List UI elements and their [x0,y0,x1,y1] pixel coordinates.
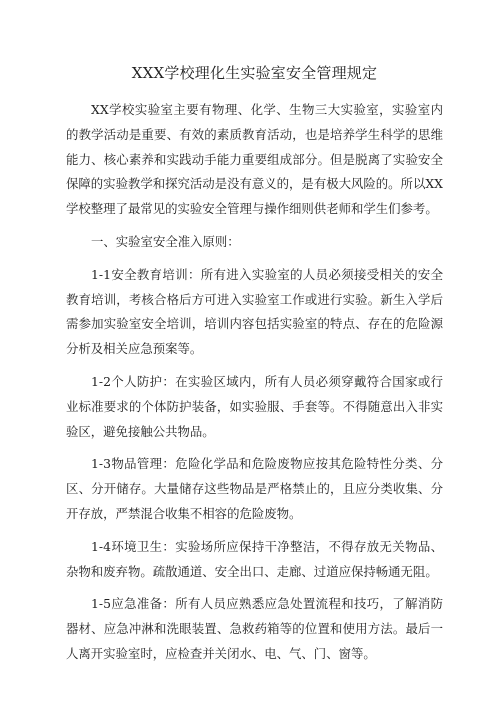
rule-item-1-2: 1-2个人防护：在实验区域内，所有人员必须穿戴符合国家或行业标准要求的个体防护装备，如实验服、手套等。不得随意出入非实验区，避免接触公共物品。 [66,373,443,439]
rule-item-1-1: 1-1安全教育培训：所有进入实验室的人员必须接受相关的安全教育培训，考核合格后方可进入实验室工作或进行实验。新生入学后需参加实验室安全培训，培训内容包括实验室的特点、存在的危险源分析及相关应急预案等。 [66,266,443,357]
rule-item-1-4: 1-4环境卫生：实验场所应保持干净整洁，不得存放无关物品、杂物和废弃物。疏散通道、安全出口、走廊、过道应保持畅通无阻。 [66,538,443,579]
intro-paragraph: XX学校实验室主要有物理、化学、生物三大实验室，实验室内的教学活动是重要、有效的素质教育活动，也是培养学生科学的思维能力、核心素养和实践动手能力重要组成部分。但是脱离了实验安全保障的实验教学和探究活动是没有意义的，是有极大风险的。所以XX学校整理了最常见的实验安全管理与操作细则供老师和学生们参考。 [66,102,443,217]
section-heading: 一、实验室安全准入原则： [91,233,240,249]
rule-item-1-3: 1-3物品管理：危险化学品和危险废物应按其危险特性分类、分区、分开储存。大量储存这些物品是严格禁止的，且应分类收集、分开存放，严禁混合收集不相容的危险废物。 [66,456,443,521]
document-title: XXX学校理化生实验室安全管理规定 [131,64,378,82]
rule-item-1-5: 1-5应急准备：所有人员应熟悉应急处置流程和技巧，了解消防器材、应急冲淋和洗眼装置、急救药箱等的位置和使用方法。最后一人离开实验室时，应检查并关闭水、电、气、门、窗等。 [66,596,443,661]
